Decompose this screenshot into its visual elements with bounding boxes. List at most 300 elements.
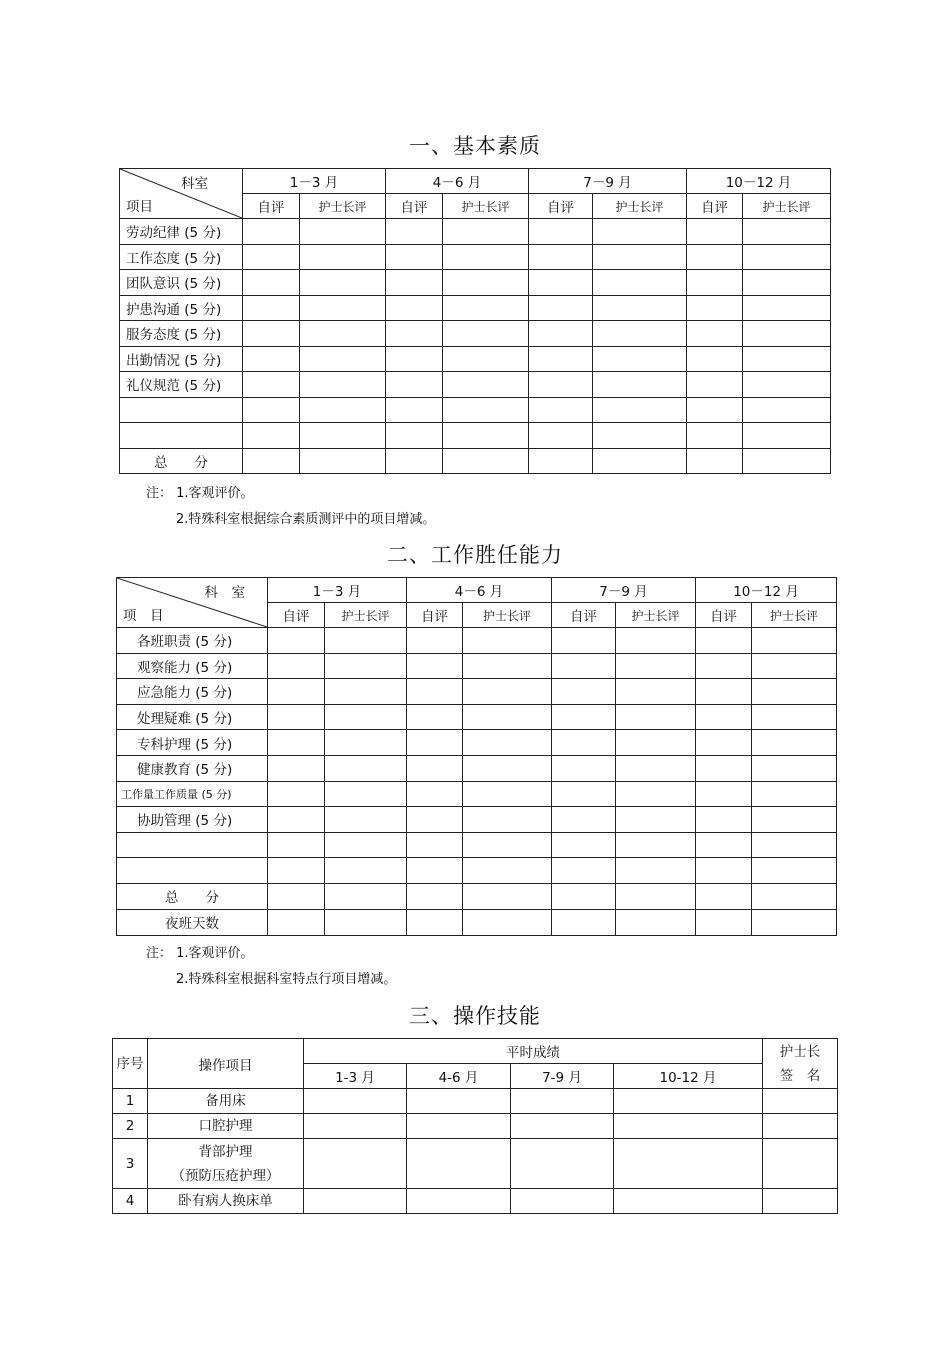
row-number: 3 <box>113 1139 148 1189</box>
table-row <box>117 653 837 679</box>
score-cell[interactable] <box>696 781 752 807</box>
score-cell[interactable] <box>463 755 552 781</box>
period-header: 1－3 月 <box>243 169 386 194</box>
score-cell[interactable] <box>386 295 443 321</box>
score-cell[interactable] <box>463 653 552 679</box>
score-cell[interactable] <box>614 1189 763 1214</box>
total-label: 总 分 <box>120 448 243 473</box>
score-cell[interactable] <box>325 858 407 884</box>
score-cell[interactable] <box>616 628 696 654</box>
score-cell[interactable] <box>696 704 752 730</box>
score-cell[interactable] <box>752 730 837 756</box>
score-cell[interactable] <box>243 219 300 245</box>
score-cell[interactable] <box>443 219 529 245</box>
score-cell[interactable] <box>552 730 616 756</box>
head-nurse-eval-header: 护士长评 <box>743 194 831 219</box>
score-cell[interactable] <box>407 1139 511 1189</box>
score-cell[interactable] <box>593 244 687 270</box>
signature-cell[interactable] <box>763 1089 838 1114</box>
score-cell[interactable] <box>696 730 752 756</box>
score-cell[interactable] <box>243 372 300 398</box>
period-header: 7-9 月 <box>511 1064 614 1089</box>
score-cell[interactable] <box>696 628 752 654</box>
score-cell[interactable] <box>614 1089 763 1114</box>
row-label <box>120 397 243 423</box>
score-cell[interactable] <box>529 423 593 449</box>
row-number: 2 <box>113 1114 148 1139</box>
col-item-header: 操作项目 <box>148 1039 304 1089</box>
table-row <box>117 832 837 858</box>
score-cell[interactable] <box>593 321 687 347</box>
score-cell[interactable] <box>325 653 407 679</box>
score-cell[interactable] <box>304 1139 407 1189</box>
score-cell[interactable] <box>407 807 463 833</box>
table-row <box>117 628 837 654</box>
table-row <box>117 704 837 730</box>
row-label: 劳动纪律 (5 分) <box>120 219 243 245</box>
score-cell[interactable] <box>243 295 300 321</box>
score-cell[interactable] <box>743 448 831 473</box>
operation-item-name: 备用床 <box>205 1093 246 1109</box>
score-cell[interactable] <box>696 858 752 884</box>
score-cell[interactable] <box>616 883 696 909</box>
row-number: 1 <box>113 1089 148 1114</box>
score-cell[interactable] <box>593 423 687 449</box>
header-dept-label: 科 室 <box>204 585 245 601</box>
row-label <box>117 858 268 884</box>
score-cell[interactable] <box>463 628 552 654</box>
self-eval-header: 自评 <box>696 603 752 628</box>
score-cell[interactable] <box>616 704 696 730</box>
self-eval-header: 自评 <box>407 603 463 628</box>
table-row <box>117 755 837 781</box>
score-cell[interactable] <box>407 883 463 909</box>
score-cell[interactable] <box>552 628 616 654</box>
head-nurse-eval-header: 护士长评 <box>300 194 386 219</box>
score-cell[interactable] <box>325 781 407 807</box>
score-cell[interactable] <box>696 679 752 705</box>
score-cell[interactable] <box>616 679 696 705</box>
score-cell[interactable] <box>407 730 463 756</box>
score-cell[interactable] <box>552 909 616 935</box>
table-row <box>120 270 831 296</box>
score-cell[interactable] <box>463 909 552 935</box>
score-cell[interactable] <box>325 730 407 756</box>
score-cell[interactable] <box>529 346 593 372</box>
score-cell[interactable] <box>300 372 386 398</box>
table-row <box>120 372 831 398</box>
score-cell[interactable] <box>752 832 837 858</box>
score-cell[interactable] <box>743 321 831 347</box>
score-cell[interactable] <box>696 653 752 679</box>
score-cell[interactable] <box>243 397 300 423</box>
score-cell[interactable] <box>687 423 743 449</box>
table-row <box>113 1139 838 1189</box>
score-cell[interactable] <box>752 781 837 807</box>
score-cell[interactable] <box>243 346 300 372</box>
score-cell[interactable] <box>443 372 529 398</box>
score-cell[interactable] <box>616 781 696 807</box>
score-cell[interactable] <box>268 909 325 935</box>
score-cell[interactable] <box>443 244 529 270</box>
score-cell[interactable] <box>463 858 552 884</box>
score-cell[interactable] <box>687 270 743 296</box>
signature-cell[interactable] <box>763 1189 838 1214</box>
score-cell[interactable] <box>593 397 687 423</box>
score-cell[interactable] <box>325 909 407 935</box>
score-cell[interactable] <box>511 1114 614 1139</box>
score-cell[interactable] <box>687 448 743 473</box>
score-cell[interactable] <box>529 244 593 270</box>
score-cell[interactable] <box>593 372 687 398</box>
score-cell[interactable] <box>616 807 696 833</box>
score-cell[interactable] <box>593 448 687 473</box>
self-eval-header: 自评 <box>243 194 300 219</box>
score-cell[interactable] <box>593 346 687 372</box>
score-cell[interactable] <box>443 295 529 321</box>
score-cell[interactable] <box>386 346 443 372</box>
score-cell[interactable] <box>443 270 529 296</box>
table-row <box>120 244 831 270</box>
score-cell[interactable] <box>463 781 552 807</box>
score-cell[interactable] <box>614 1139 763 1189</box>
operation-item <box>148 1189 304 1214</box>
period-header: 10-12 月 <box>614 1064 763 1089</box>
score-cell[interactable] <box>511 1089 614 1114</box>
score-cell[interactable] <box>386 423 443 449</box>
score-cell[interactable] <box>386 372 443 398</box>
score-cell[interactable] <box>616 909 696 935</box>
score-cell[interactable] <box>552 807 616 833</box>
period-header: 1－3 月 <box>268 578 407 603</box>
score-cell[interactable] <box>614 1114 763 1139</box>
score-cell[interactable] <box>463 679 552 705</box>
self-eval-header: 自评 <box>268 603 325 628</box>
score-cell[interactable] <box>552 858 616 884</box>
period-header: 10－12 月 <box>696 578 837 603</box>
score-cell[interactable] <box>752 679 837 705</box>
score-cell[interactable] <box>696 832 752 858</box>
note-2: 2.特殊科室根据综合素质测评中的项目增减。 <box>176 512 436 527</box>
score-cell[interactable] <box>743 295 831 321</box>
score-cell[interactable] <box>325 832 407 858</box>
score-cell[interactable] <box>300 397 386 423</box>
section2-title: 二、工作胜任能力 <box>387 543 563 567</box>
score-cell[interactable] <box>616 755 696 781</box>
score-cell[interactable] <box>552 781 616 807</box>
score-cell[interactable] <box>325 679 407 705</box>
table-row <box>117 679 837 705</box>
head-nurse-eval-header: 护士长评 <box>463 603 552 628</box>
row-label: 护患沟通 (5 分) <box>120 295 243 321</box>
basic-quality-table <box>119 168 831 474</box>
table-row <box>113 1089 838 1114</box>
header-item-label: 项目 <box>126 199 153 215</box>
score-cell[interactable] <box>300 423 386 449</box>
row-label <box>117 832 268 858</box>
head-nurse-eval-header: 护士长评 <box>325 603 407 628</box>
score-cell[interactable] <box>552 832 616 858</box>
score-cell[interactable] <box>552 679 616 705</box>
score-cell[interactable] <box>304 1089 407 1114</box>
note-1: 注： 1.客观评价。 <box>146 486 254 501</box>
score-cell[interactable] <box>743 219 831 245</box>
signature-cell[interactable] <box>763 1114 838 1139</box>
score-cell[interactable] <box>325 883 407 909</box>
row-label: 服务态度 (5 分) <box>120 321 243 347</box>
score-cell[interactable] <box>752 858 837 884</box>
score-cell[interactable] <box>752 909 837 935</box>
table-row <box>113 1114 838 1139</box>
score-cell[interactable] <box>616 858 696 884</box>
score-cell[interactable] <box>593 270 687 296</box>
header-dept-label: 科室 <box>181 176 208 192</box>
score-cell[interactable] <box>268 653 325 679</box>
header-item-label: 项 目 <box>123 608 164 624</box>
score-cell[interactable] <box>325 628 407 654</box>
score-cell[interactable] <box>463 883 552 909</box>
score-cell[interactable] <box>300 321 386 347</box>
score-cell[interactable] <box>443 397 529 423</box>
score-cell[interactable] <box>687 397 743 423</box>
self-eval-header: 自评 <box>687 194 743 219</box>
score-cell[interactable] <box>268 883 325 909</box>
score-cell[interactable] <box>407 832 463 858</box>
col-sign-header <box>763 1039 838 1089</box>
col-no-header: 序号 <box>113 1039 148 1089</box>
operation-item-name: 卧有病人换床单 <box>178 1193 273 1209</box>
head-nurse-eval-header: 护士长评 <box>593 194 687 219</box>
note-2: 2.特殊科室根据科室特点行项目增减。 <box>176 972 397 987</box>
row-label: 观察能力 (5 分) <box>117 653 268 679</box>
score-cell[interactable] <box>743 346 831 372</box>
row-label: 各班职责 (5 分) <box>117 628 268 654</box>
score-cell[interactable] <box>407 755 463 781</box>
score-cell[interactable] <box>386 270 443 296</box>
table-row <box>117 781 837 807</box>
score-cell[interactable] <box>463 704 552 730</box>
operation-item-subtitle: （预防压疮护理） <box>171 1167 280 1184</box>
sign-line-1: 护士长 <box>779 1043 821 1060</box>
score-cell[interactable] <box>752 653 837 679</box>
score-cell[interactable] <box>386 219 443 245</box>
score-cell[interactable] <box>386 448 443 473</box>
operation-item-name: 背部护理 <box>198 1143 253 1160</box>
score-cell[interactable] <box>552 755 616 781</box>
row-label: 健康教育 (5 分) <box>117 755 268 781</box>
total-label: 总 分 <box>117 883 268 909</box>
score-cell[interactable] <box>443 423 529 449</box>
score-cell[interactable] <box>407 1189 511 1214</box>
table-row <box>120 423 831 449</box>
score-cell[interactable] <box>386 321 443 347</box>
col-score-header: 平时成绩 <box>304 1039 763 1064</box>
self-eval-header: 自评 <box>552 603 616 628</box>
period-header: 4－6 月 <box>407 578 552 603</box>
score-cell[interactable] <box>616 832 696 858</box>
score-cell[interactable] <box>529 321 593 347</box>
score-cell[interactable] <box>687 244 743 270</box>
row-label: 专科护理 (5 分) <box>117 730 268 756</box>
period-header: 7－9 月 <box>529 169 687 194</box>
header-diagonal-cell <box>120 169 243 219</box>
score-cell[interactable] <box>529 448 593 473</box>
night-shift-label: 夜班天数 <box>117 909 268 935</box>
score-cell[interactable] <box>752 628 837 654</box>
head-nurse-eval-header: 护士长评 <box>616 603 696 628</box>
score-cell[interactable] <box>304 1114 407 1139</box>
score-cell[interactable] <box>300 295 386 321</box>
operation-item-name: 口腔护理 <box>198 1118 253 1134</box>
score-cell[interactable] <box>463 807 552 833</box>
period-header: 7－9 月 <box>552 578 696 603</box>
score-cell[interactable] <box>407 781 463 807</box>
row-label: 处理疑难 (5 分) <box>117 704 268 730</box>
row-label: 应急能力 (5 分) <box>117 679 268 705</box>
self-eval-header: 自评 <box>386 194 443 219</box>
score-cell[interactable] <box>552 704 616 730</box>
score-cell[interactable] <box>616 730 696 756</box>
score-cell[interactable] <box>300 270 386 296</box>
score-cell[interactable] <box>325 704 407 730</box>
score-cell[interactable] <box>696 883 752 909</box>
score-cell[interactable] <box>407 1114 511 1139</box>
row-label: 协助管理 (5 分) <box>117 807 268 833</box>
section3-title: 三、操作技能 <box>409 1004 541 1028</box>
score-cell[interactable] <box>407 653 463 679</box>
table-row <box>120 321 831 347</box>
score-cell[interactable] <box>752 883 837 909</box>
table-row <box>120 346 831 372</box>
score-cell[interactable] <box>529 397 593 423</box>
score-cell[interactable] <box>687 295 743 321</box>
score-cell[interactable] <box>407 628 463 654</box>
score-cell[interactable] <box>407 1089 511 1114</box>
score-cell[interactable] <box>268 679 325 705</box>
operation-item <box>148 1139 304 1189</box>
sign-line-2: 签 名 <box>779 1067 821 1084</box>
score-cell[interactable] <box>529 270 593 296</box>
table-row <box>120 219 831 245</box>
score-cell[interactable] <box>243 244 300 270</box>
row-label: 工作态度 (5 分) <box>120 244 243 270</box>
score-cell[interactable] <box>300 219 386 245</box>
score-cell[interactable] <box>687 372 743 398</box>
score-cell[interactable] <box>386 397 443 423</box>
score-cell[interactable] <box>616 653 696 679</box>
score-cell[interactable] <box>300 448 386 473</box>
score-cell[interactable] <box>243 423 300 449</box>
score-cell[interactable] <box>407 858 463 884</box>
score-cell[interactable] <box>268 704 325 730</box>
score-cell[interactable] <box>552 883 616 909</box>
work-competence-table <box>116 577 837 936</box>
score-cell[interactable] <box>268 628 325 654</box>
score-cell[interactable] <box>443 448 529 473</box>
score-cell[interactable] <box>463 832 552 858</box>
score-cell[interactable] <box>743 372 831 398</box>
score-cell[interactable] <box>407 909 463 935</box>
row-label: 出勤情况 (5 分) <box>120 346 243 372</box>
period-header: 1-3 月 <box>304 1064 407 1089</box>
score-cell[interactable] <box>593 295 687 321</box>
score-cell[interactable] <box>752 755 837 781</box>
header-diagonal-cell <box>117 578 268 628</box>
score-cell[interactable] <box>243 321 300 347</box>
score-cell[interactable] <box>687 346 743 372</box>
score-cell[interactable] <box>443 321 529 347</box>
score-cell[interactable] <box>743 270 831 296</box>
score-cell[interactable] <box>511 1189 614 1214</box>
period-header: 10－12 月 <box>687 169 831 194</box>
score-cell[interactable] <box>243 448 300 473</box>
score-cell[interactable] <box>743 244 831 270</box>
score-cell[interactable] <box>300 244 386 270</box>
score-cell[interactable] <box>300 346 386 372</box>
score-cell[interactable] <box>268 858 325 884</box>
score-cell[interactable] <box>696 807 752 833</box>
score-cell[interactable] <box>529 372 593 398</box>
row-label: 工作量工作质量 (5 分) <box>117 781 268 807</box>
row-label: 团队意识 (5 分) <box>120 270 243 296</box>
head-nurse-eval-header: 护士长评 <box>752 603 837 628</box>
score-cell[interactable] <box>529 219 593 245</box>
operation-item <box>148 1089 304 1114</box>
note-1: 注： 1.客观评价。 <box>146 946 254 961</box>
score-cell[interactable] <box>463 730 552 756</box>
score-cell[interactable] <box>386 244 443 270</box>
score-cell[interactable] <box>752 704 837 730</box>
period-header: 4－6 月 <box>386 169 529 194</box>
signature-cell[interactable] <box>763 1139 838 1189</box>
section1-title: 一、基本素质 <box>409 134 541 158</box>
score-cell[interactable] <box>268 755 325 781</box>
score-cell[interactable] <box>687 219 743 245</box>
score-cell[interactable] <box>268 730 325 756</box>
score-cell[interactable] <box>752 807 837 833</box>
period-header: 4-6 月 <box>407 1064 511 1089</box>
score-cell[interactable] <box>687 321 743 347</box>
operation-item <box>148 1114 304 1139</box>
table-row <box>120 397 831 423</box>
score-cell[interactable] <box>511 1139 614 1189</box>
score-cell[interactable] <box>696 909 752 935</box>
score-cell[interactable] <box>268 832 325 858</box>
score-cell[interactable] <box>407 679 463 705</box>
score-cell[interactable] <box>743 423 831 449</box>
operation-skills-table <box>112 1038 838 1214</box>
score-cell[interactable] <box>304 1189 407 1214</box>
score-cell[interactable] <box>552 653 616 679</box>
score-cell[interactable] <box>268 781 325 807</box>
score-cell[interactable] <box>443 346 529 372</box>
score-cell[interactable] <box>593 219 687 245</box>
table-row <box>120 295 831 321</box>
row-label: 礼仪规范 (5 分) <box>120 372 243 398</box>
score-cell[interactable] <box>743 397 831 423</box>
table-row <box>117 807 837 833</box>
score-cell[interactable] <box>243 270 300 296</box>
score-cell[interactable] <box>325 755 407 781</box>
head-nurse-eval-header: 护士长评 <box>443 194 529 219</box>
score-cell[interactable] <box>407 704 463 730</box>
score-cell[interactable] <box>325 807 407 833</box>
score-cell[interactable] <box>529 295 593 321</box>
score-cell[interactable] <box>268 807 325 833</box>
self-eval-header: 自评 <box>529 194 593 219</box>
row-label <box>120 423 243 449</box>
score-cell[interactable] <box>696 755 752 781</box>
